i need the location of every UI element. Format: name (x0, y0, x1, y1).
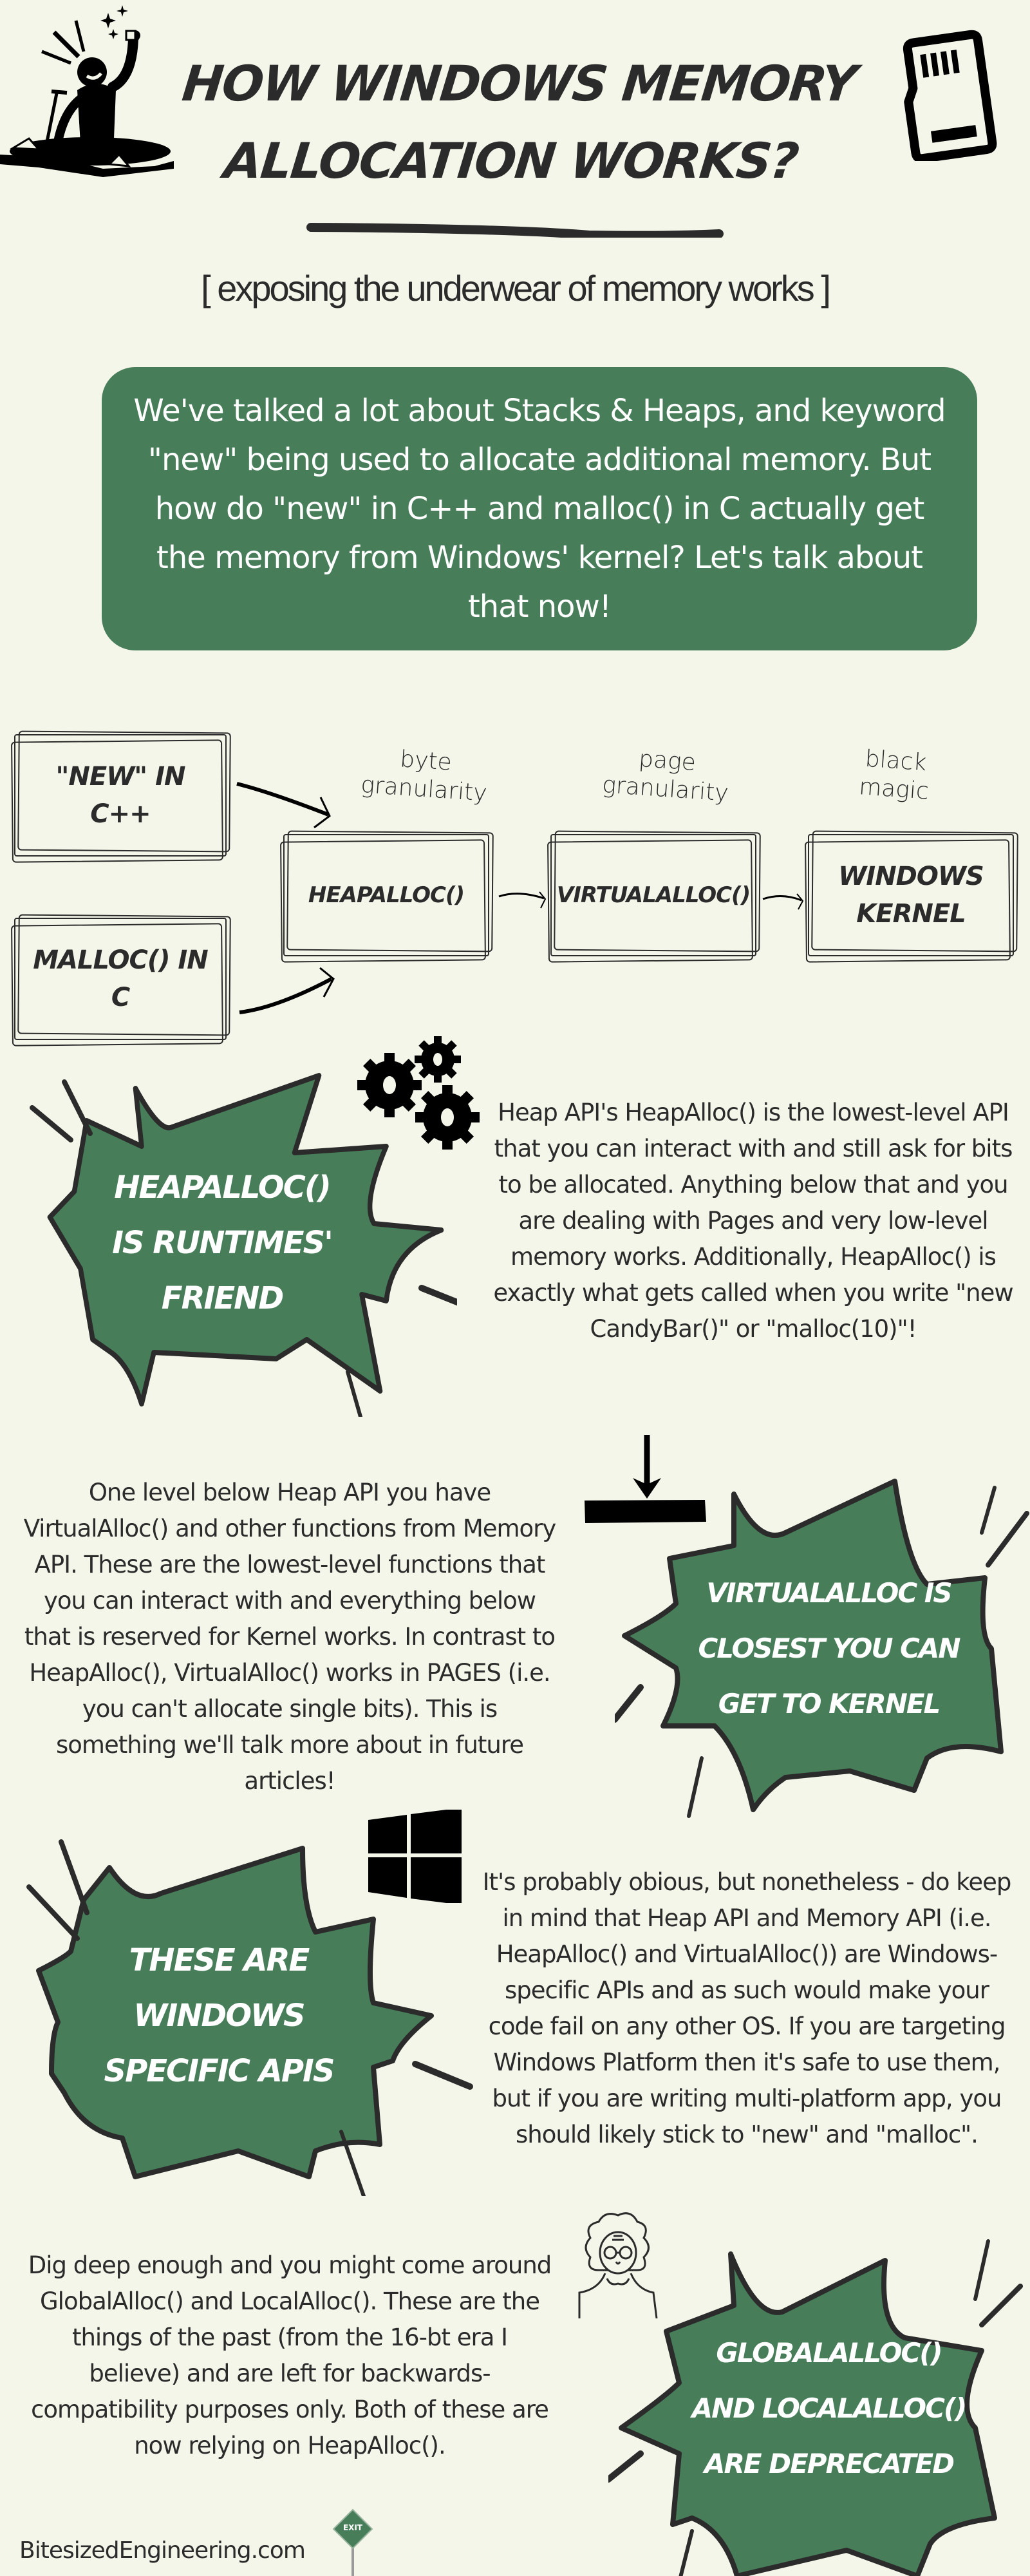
brand-link[interactable]: BitesizedEngineering.com (19, 2537, 305, 2564)
section-windows-specific-text: It's probably obious, but nonetheless - do keep in mind that Heap API and Memory API (i.e. HeapAlloc() and VirtualAlloc()) are Windows-specific APIs and as such would make your code fail on any other OS. If you are targeting Windows Platform then it's safe to use them, but if you are writing multi-platform app, you should likely stick to "new" and "malloc". (482, 1868, 1011, 2148)
intro-card (102, 367, 977, 650)
callout-deprecated-text: GLOBALALLOC() AND LOCALALLOC() ARE DEPRECATED (691, 2337, 966, 2479)
stage-box-virtualalloc-label: VIRTUALALLOC() (556, 882, 751, 908)
stage-box-heapalloc (283, 834, 489, 956)
intro-text: We've talked a lot about Stacks & Heaps, and keyword "new" being used to allocate additional memory. But how do "new" in C++ and malloc() in C actually get the memory from Windows' kernel? Let's talk about that now! (133, 393, 946, 625)
stage-box-virtualalloc (550, 834, 756, 956)
stage-note-virtualalloc: page granularity (601, 746, 729, 807)
stage-box-windows-kernel (808, 834, 1014, 956)
subtitle: [ exposing the underwear of memory works ] (201, 268, 829, 308)
section-deprecated-text: Dig deep enough and you might come around GlobalAlloc() and LocalAlloc(). These are the things of the past (from the 16-bt era I believe) and are left for backwards-compatibility purposes only. Both of these are now relying on HeapAlloc(). (28, 2251, 552, 2459)
callout-virtualalloc-text: VIRTUALALLOC IS CLOSEST YOU CAN GET TO KERNEL (698, 1577, 960, 1719)
stage-box-kernel-line1: WINDOWS (838, 862, 984, 891)
sd-card-icon (895, 26, 998, 161)
excited-digger-icon (0, 0, 180, 180)
stage-box-kernel-line2: KERNEL (856, 899, 966, 929)
callout-burst-virtualalloc (615, 1475, 1030, 1823)
exit-sign-icon (332, 2508, 373, 2576)
stage-note-kernel: black magic (857, 745, 930, 805)
callout-burst-windows-specific (13, 1835, 476, 2196)
callout-burst-deprecated (608, 2228, 1030, 2576)
exit-sign-label: EXIT (342, 2523, 363, 2532)
source-box-new-cpp-line2: C++ (90, 799, 151, 829)
title-line-2: ALLOCATION WORKS? (221, 132, 801, 189)
callout-windows-specific-text: THESE ARE WINDOWS SPECIFIC APIS (104, 1942, 334, 2089)
source-box-malloc-c-line2: C (111, 983, 130, 1012)
stage-box-heapalloc-label: HEAPALLOC() (308, 882, 465, 908)
callout-heapalloc-text: HEAPALLOC() IS RUNTIMES' FRIEND (112, 1170, 332, 1316)
page-title (159, 45, 870, 200)
title-underline (306, 222, 724, 238)
section-heapalloc-text: Heap API's HeapAlloc() is the lowest-level API that you can interact with and still ask for bits to be allocated. Anything below that and you are dealing with Pages and very low-level memory works. Additionally, HeapAlloc() is exactly what gets called when you write "new CandyBar()" or "malloc(10)"! (493, 1099, 1013, 1343)
callout-burst-heapalloc (19, 1069, 457, 1417)
stage-note-heapalloc: byte granularity (360, 746, 488, 807)
title-line-1: HOW WINDOWS MEMORY (180, 55, 859, 112)
source-box-malloc-c-line1: MALLOC() IN (33, 945, 208, 975)
section-virtualalloc-text: One level below Heap API you have VirtualAlloc() and other functions from Memory API. These are the lowest-level functions that you can interact with and everything below that is reserved for Kernel works. In contrast to HeapAlloc(), VirtualAlloc() works in PAGES (i.e. you can't allocate single bits). This is something we'll talk more about in future articles! (23, 1479, 556, 1795)
source-box-new-cpp-line1: "NEW" IN (55, 762, 185, 791)
